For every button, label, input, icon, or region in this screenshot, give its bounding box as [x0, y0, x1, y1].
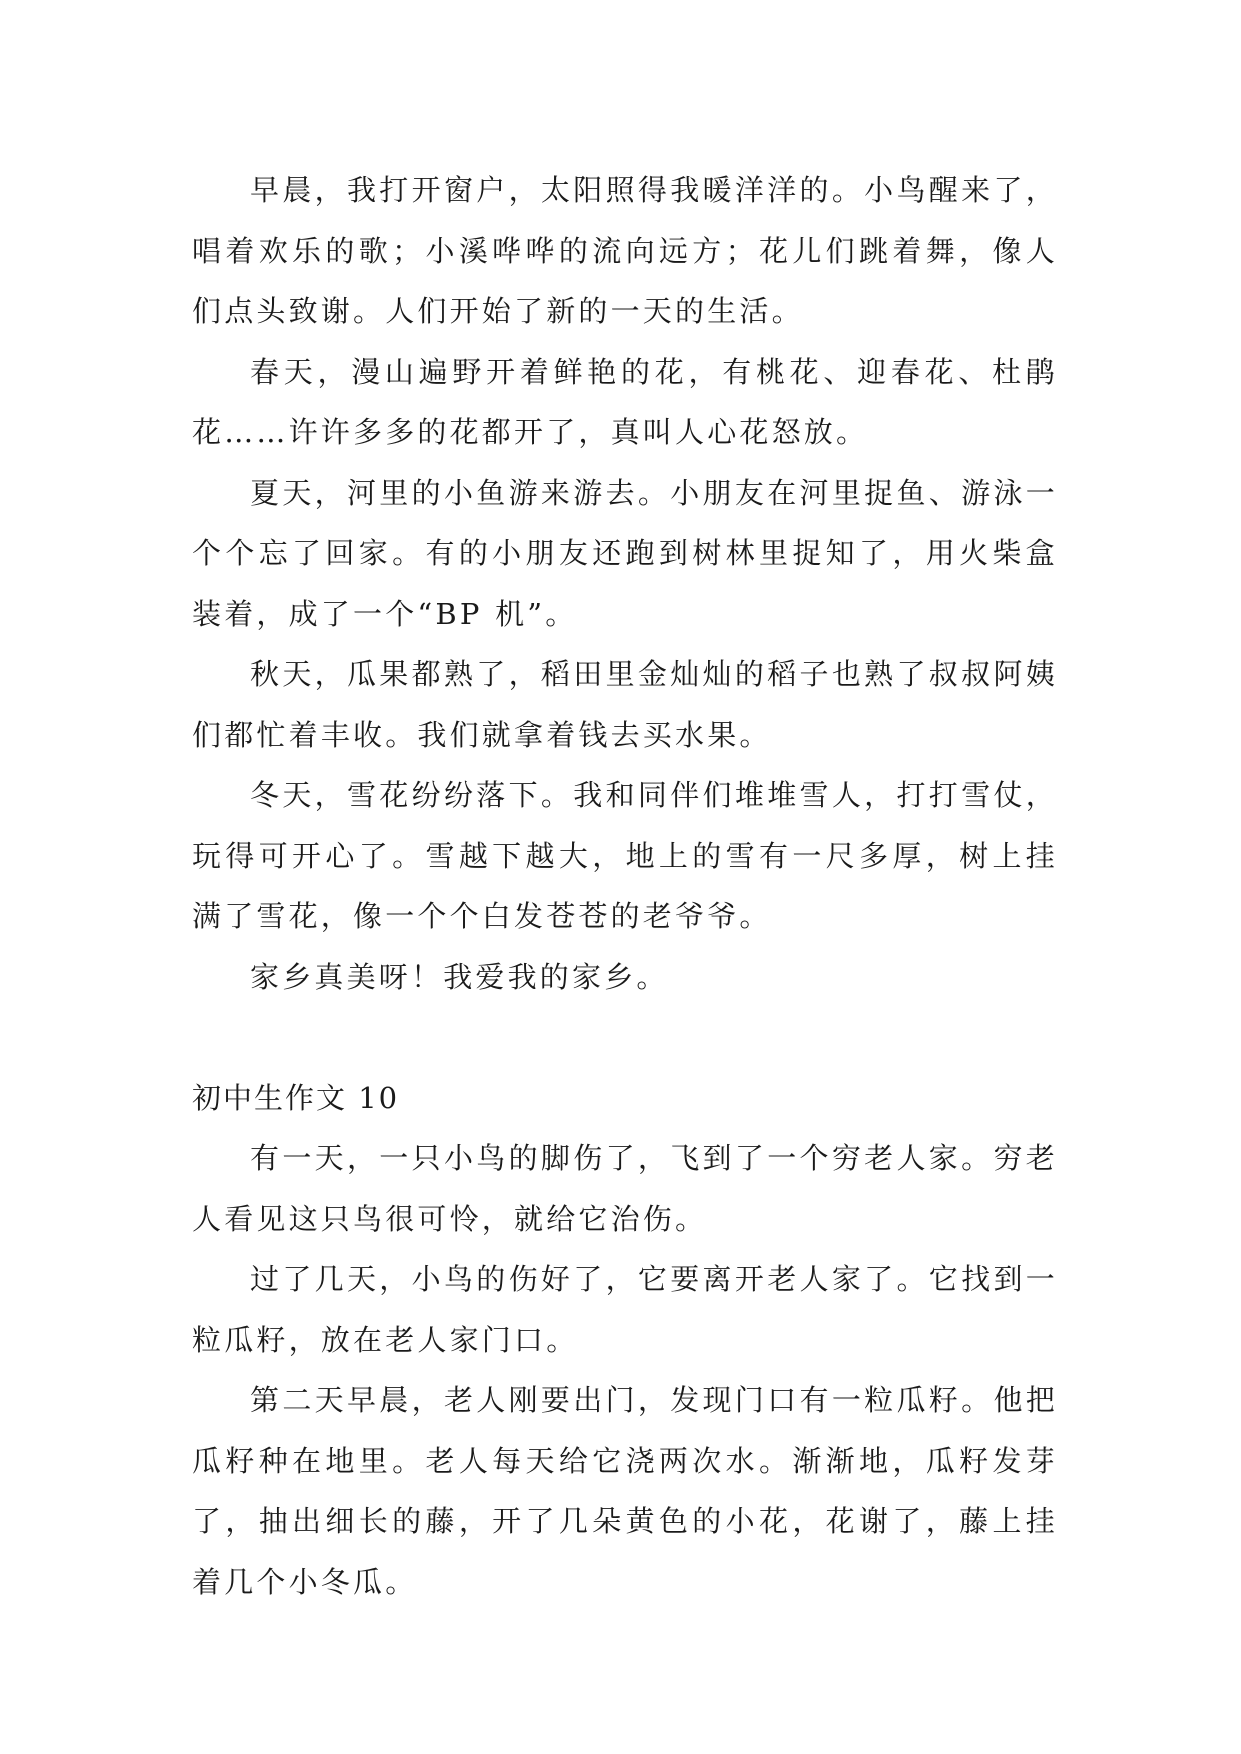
- document-body: [192, 160, 1058, 1612]
- paragraph-injured-bird: 有一天，一只小鸟的脚伤了，飞到了一个穷老人家。穷老人看见这只鸟很可怜，就给它治伤。: [192, 1141, 1058, 1236]
- paragraph-summer: 夏天，河里的小鱼游来游去。小朋友在河里捉鱼、游泳一个个忘了回家。有的小朋友还跑到树林里捉知了，用火柴盒装着，成了一个“BP 机”。: [192, 475, 1058, 631]
- essay-heading: 初中生作文 10: [192, 1080, 400, 1115]
- paragraph-seed-grows: 第二天早晨，老人刚要出门，发现门口有一粒瓜籽。他把瓜籽种在地里。老人每天给它浇两次水。渐渐地，瓜籽发芽了，抽出细长的藤，开了几朵黄色的小花，花谢了，藤上挂着几个小冬瓜。: [192, 1383, 1058, 1599]
- paragraph-spring: 春天，漫山遍野开着鲜艳的花，有桃花、迎春花、杜鹃花……许许多多的花都开了，真叫人心花怒放。: [192, 354, 1058, 449]
- paragraph-conclusion: 家乡真美呀！我爱我的家乡。: [250, 959, 669, 994]
- paragraph-autumn: 秋天，瓜果都熟了，稻田里金灿灿的稻子也熟了叔叔阿姨们都忙着丰收。我们就拿着钱去买水果。: [192, 657, 1058, 752]
- paragraph-winter: 冬天，雪花纷纷落下。我和同伴们堆堆雪人，打打雪仗，玩得可开心了。雪越下越大，地上的雪有一尺多厚，树上挂满了雪花，像一个个白发苍苍的老爷爷。: [192, 778, 1058, 933]
- section-spacer: [192, 1007, 1058, 1068]
- paragraph-morning: 早晨，我打开窗户，太阳照得我暖洋洋的。小鸟醒来了，唱着欢乐的歌；小溪哗哗的流向远方；花儿们跳着舞，像人们点头致谢。人们开始了新的一天的生活。: [192, 173, 1058, 328]
- paragraph-bird-leaves: 过了几天，小鸟的伤好了，它要离开老人家了。它找到一粒瓜籽，放在老人家门口。: [192, 1262, 1058, 1357]
